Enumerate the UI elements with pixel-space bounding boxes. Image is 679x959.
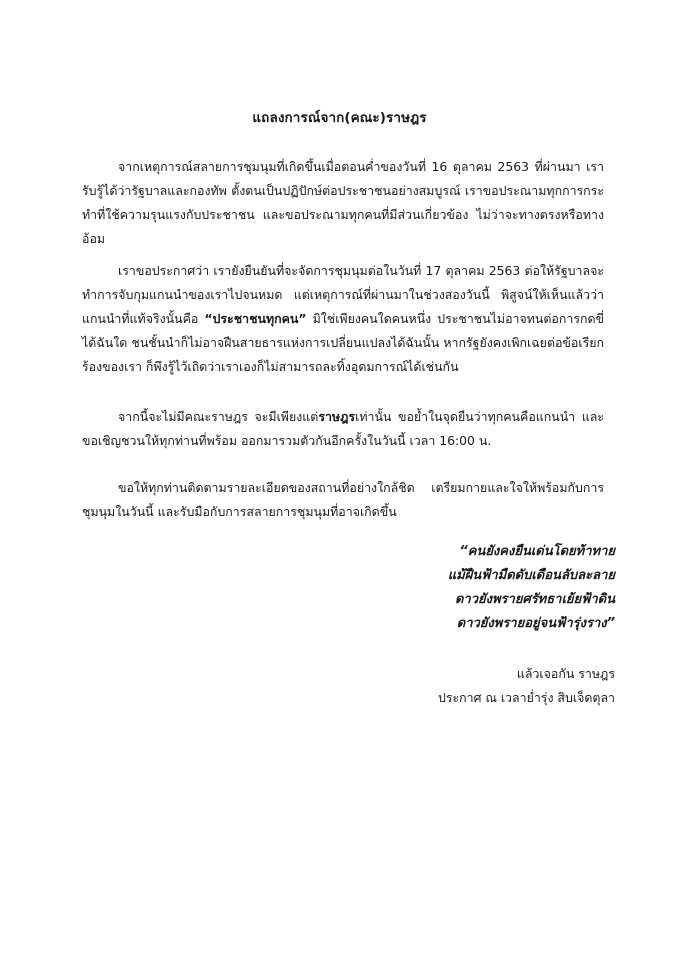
paragraph-4-text: ขอให้ทุกท่านติดตามรายละเอียดของสถานที่อย่างใกล้ชิด เตรียมกายและใจให้พร้อมกับการชุมนุมในวันนี้ และรับมือกับการสลายการชุมนุมที่อาจเกิดขึ้น xyxy=(82,480,604,519)
signature-closing: แล้วเจอกัน ราษฎร xyxy=(516,666,615,681)
paragraph-3-text-a: จากนี้จะไม่มีคณะราษฎร จะมีเพียงแต่ xyxy=(118,409,319,424)
document-title: แถลงการณ์จาก(คณะ)ราษฎร xyxy=(252,110,427,126)
signature-block xyxy=(438,662,615,710)
paragraph-4 xyxy=(82,476,604,524)
paragraph-2-emphasis-everyone: “ประชาชนทุกคน” xyxy=(204,311,307,326)
paragraph-2-text-b: มิใช่เพียงคนใดคนหนึ่ง ประชาชนไม่อาจทนต่อการกดขี่ได้ฉันใด ชนชั้นนำก็ไม่อาจฝืนสายธารแห่งการเปลี่ยนแปลงได้ฉันนั้น หากรัฐยังคงเพิกเฉยต่อข้อเรียกร้องของเรา ก็พึงรู้ไว้เถิดว่าเราเองก็ไม่สามารถละทิ้งอุดมการณ์ได้เช่นกัน xyxy=(82,311,604,374)
paragraph-1-text: จากเหตุการณ์สลายการชุมนุมที่เกิดขึ้นเมื่อตอนค่ำของวันที่ 16 ตุลาคม 2563 ที่ผ่านมา เรารับรู้ได้ว่ารัฐบาลและกองทัพ ตั้งตนเป็นปฏิปักษ์ต่อประชาชนอย่างสมบูรณ์ เราขอประณามทุกการกระทำที่ใช้ความรุนแรงกับประชาชน และขอประณามทุกคนที่มีส่วนเกี่ยวข้อง ไม่ว่าจะทางตรงหรือทางอ้อม xyxy=(82,159,604,246)
paragraph-3-emphasis-people: ราษฎร xyxy=(318,409,356,424)
poem-line-2: แม้ฝืนฟ้ามืดดับเดือนลับละลาย xyxy=(447,568,615,583)
poem-line-1: “คนยังคงยืนเด่นโดยท้าทาย xyxy=(459,544,615,559)
poem-line-3: ดาวยังพรายศรัทธาเย้ยฟ้าดิน xyxy=(454,592,615,607)
signature-dateline: ประกาศ ณ เวลาย่ำรุ่ง สิบเจ็ดตุลา xyxy=(437,690,615,705)
paragraph-3-text-b: เท่านั้น ขอย้ำในจุดยืนว่าทุกคนคือแกนนำ และขอเชิญชวนให้ทุกท่านที่พร้อม ออกมารวมตัวกันอีกครั้งในวันนี้ เวลา 16:00 น. xyxy=(82,409,604,448)
poem-line-4: ดาวยังพรายอยู่จนฟ้ารุ่งราง” xyxy=(456,616,615,631)
paragraph-2-text-a: เราขอประกาศว่า เรายังยืนยันที่จะจัดการชุมนุมต่อในวันที่ 17 ตุลาคม 2563 ต่อให้รัฐบาลจะทำการจับกุมแกนนำของเราไปจนหมด แต่เหตุการณ์ที่ผ่านมาในช่วงสองวันนี้ พิสูจน์ให้เห็นแล้วว่าแกนนำที่แท้จริงนั้นคือ xyxy=(82,263,604,326)
paragraph-1 xyxy=(82,155,604,251)
poem-block xyxy=(448,540,615,636)
paragraph-2 xyxy=(82,259,604,379)
paragraph-3 xyxy=(82,405,604,453)
